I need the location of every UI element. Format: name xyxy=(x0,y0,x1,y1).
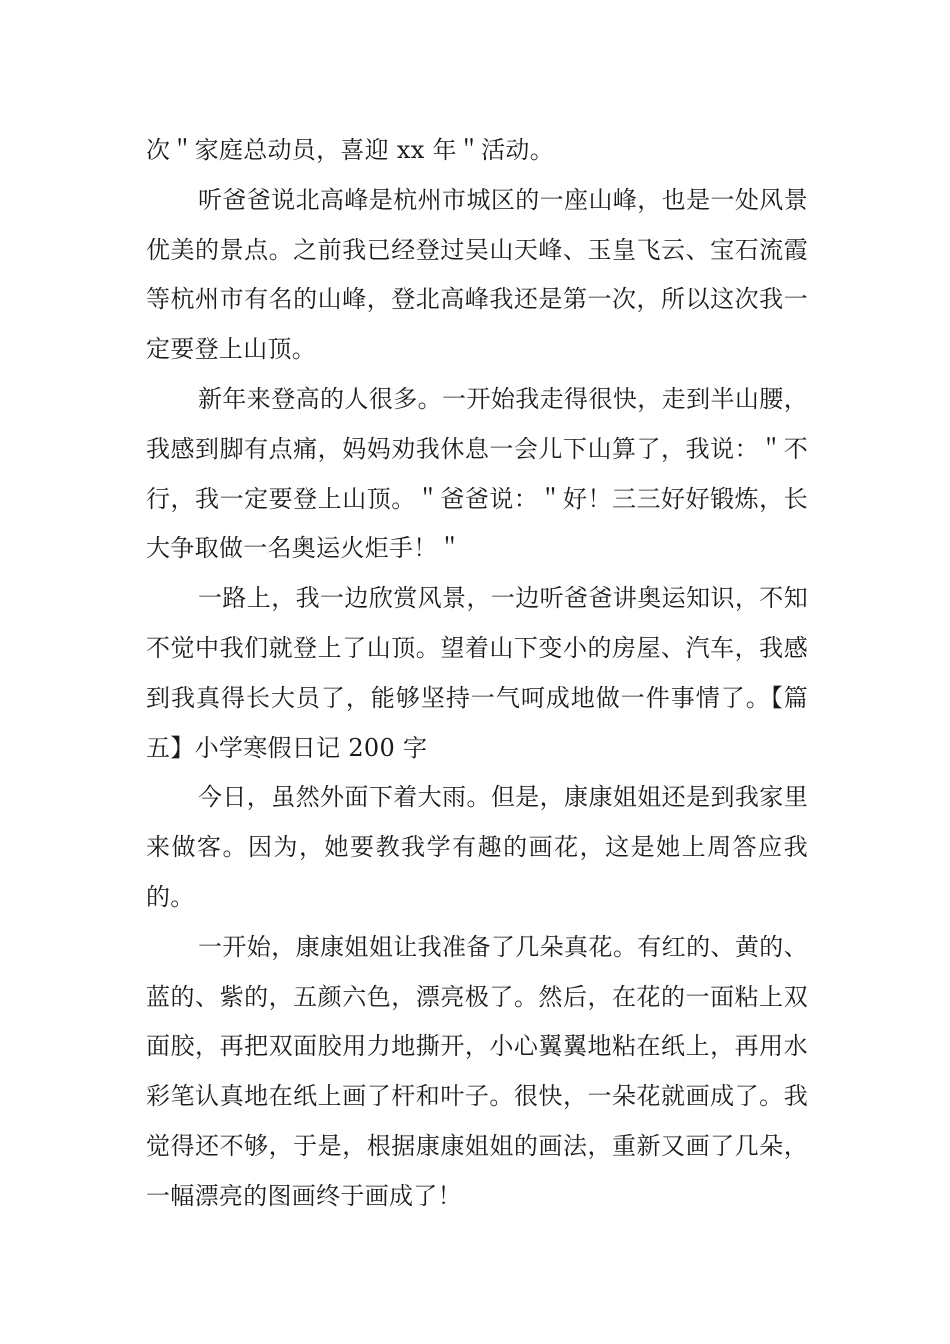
paragraph-4: 一路上，我一边欣赏风景，一边听爸爸讲奥运知识，不知不觉中我们就登上了山顶。望着山下变小的房屋、汽车，我感到我真得长大员了，能够坚持一气呵成地做一件事情了。【篇五】小学寒假日记 200 字 xyxy=(146,584,808,762)
paragraph-5: 今日，虽然外面下着大雨。但是，康康姐姐还是到我家里来做客。因为，她要教我学有趣的画花，这是她上周答应我的。 xyxy=(146,783,808,911)
paragraph-1: 次＂家庭总动员，喜迎 xx 年＂活动。 xyxy=(146,136,555,164)
paragraph-2: 听爸爸说北高峰是杭州市城区的一座山峰，也是一处风景优美的景点。之前我已经登过吴山天峰、玉皇飞云、宝石流霞等杭州市有名的山峰，登北高峰我还是第一次，所以这次我一定要登上山顶。 xyxy=(146,185,808,364)
paragraph-3: 新年来登高的人很多。一开始我走得很快，走到半山腰，我感到脚有点痛，妈妈劝我休息一会儿下山算了，我说：＂不行，我一定要登上山顶。＂爸爸说：＂好！三三好好锻炼，长大争取做一名奥运火炬手！＂ xyxy=(146,384,808,563)
document-page xyxy=(146,126,808,1222)
paragraph-6: 一开始，康康姐姐让我准备了几朵真花。有红的、黄的、蓝的、紫的，五颜六色，漂亮极了。然后，在花的一面粘上双面胶，再把双面胶用力地撕开，小心翼翼地粘在纸上，再用水彩笔认真地在纸上画了杆和叶子。很快，一朵花就画成了。我觉得还不够，于是，根据康康姐姐的画法，重新又画了几朵，一幅漂亮的图画终于画成了！ xyxy=(146,932,808,1210)
